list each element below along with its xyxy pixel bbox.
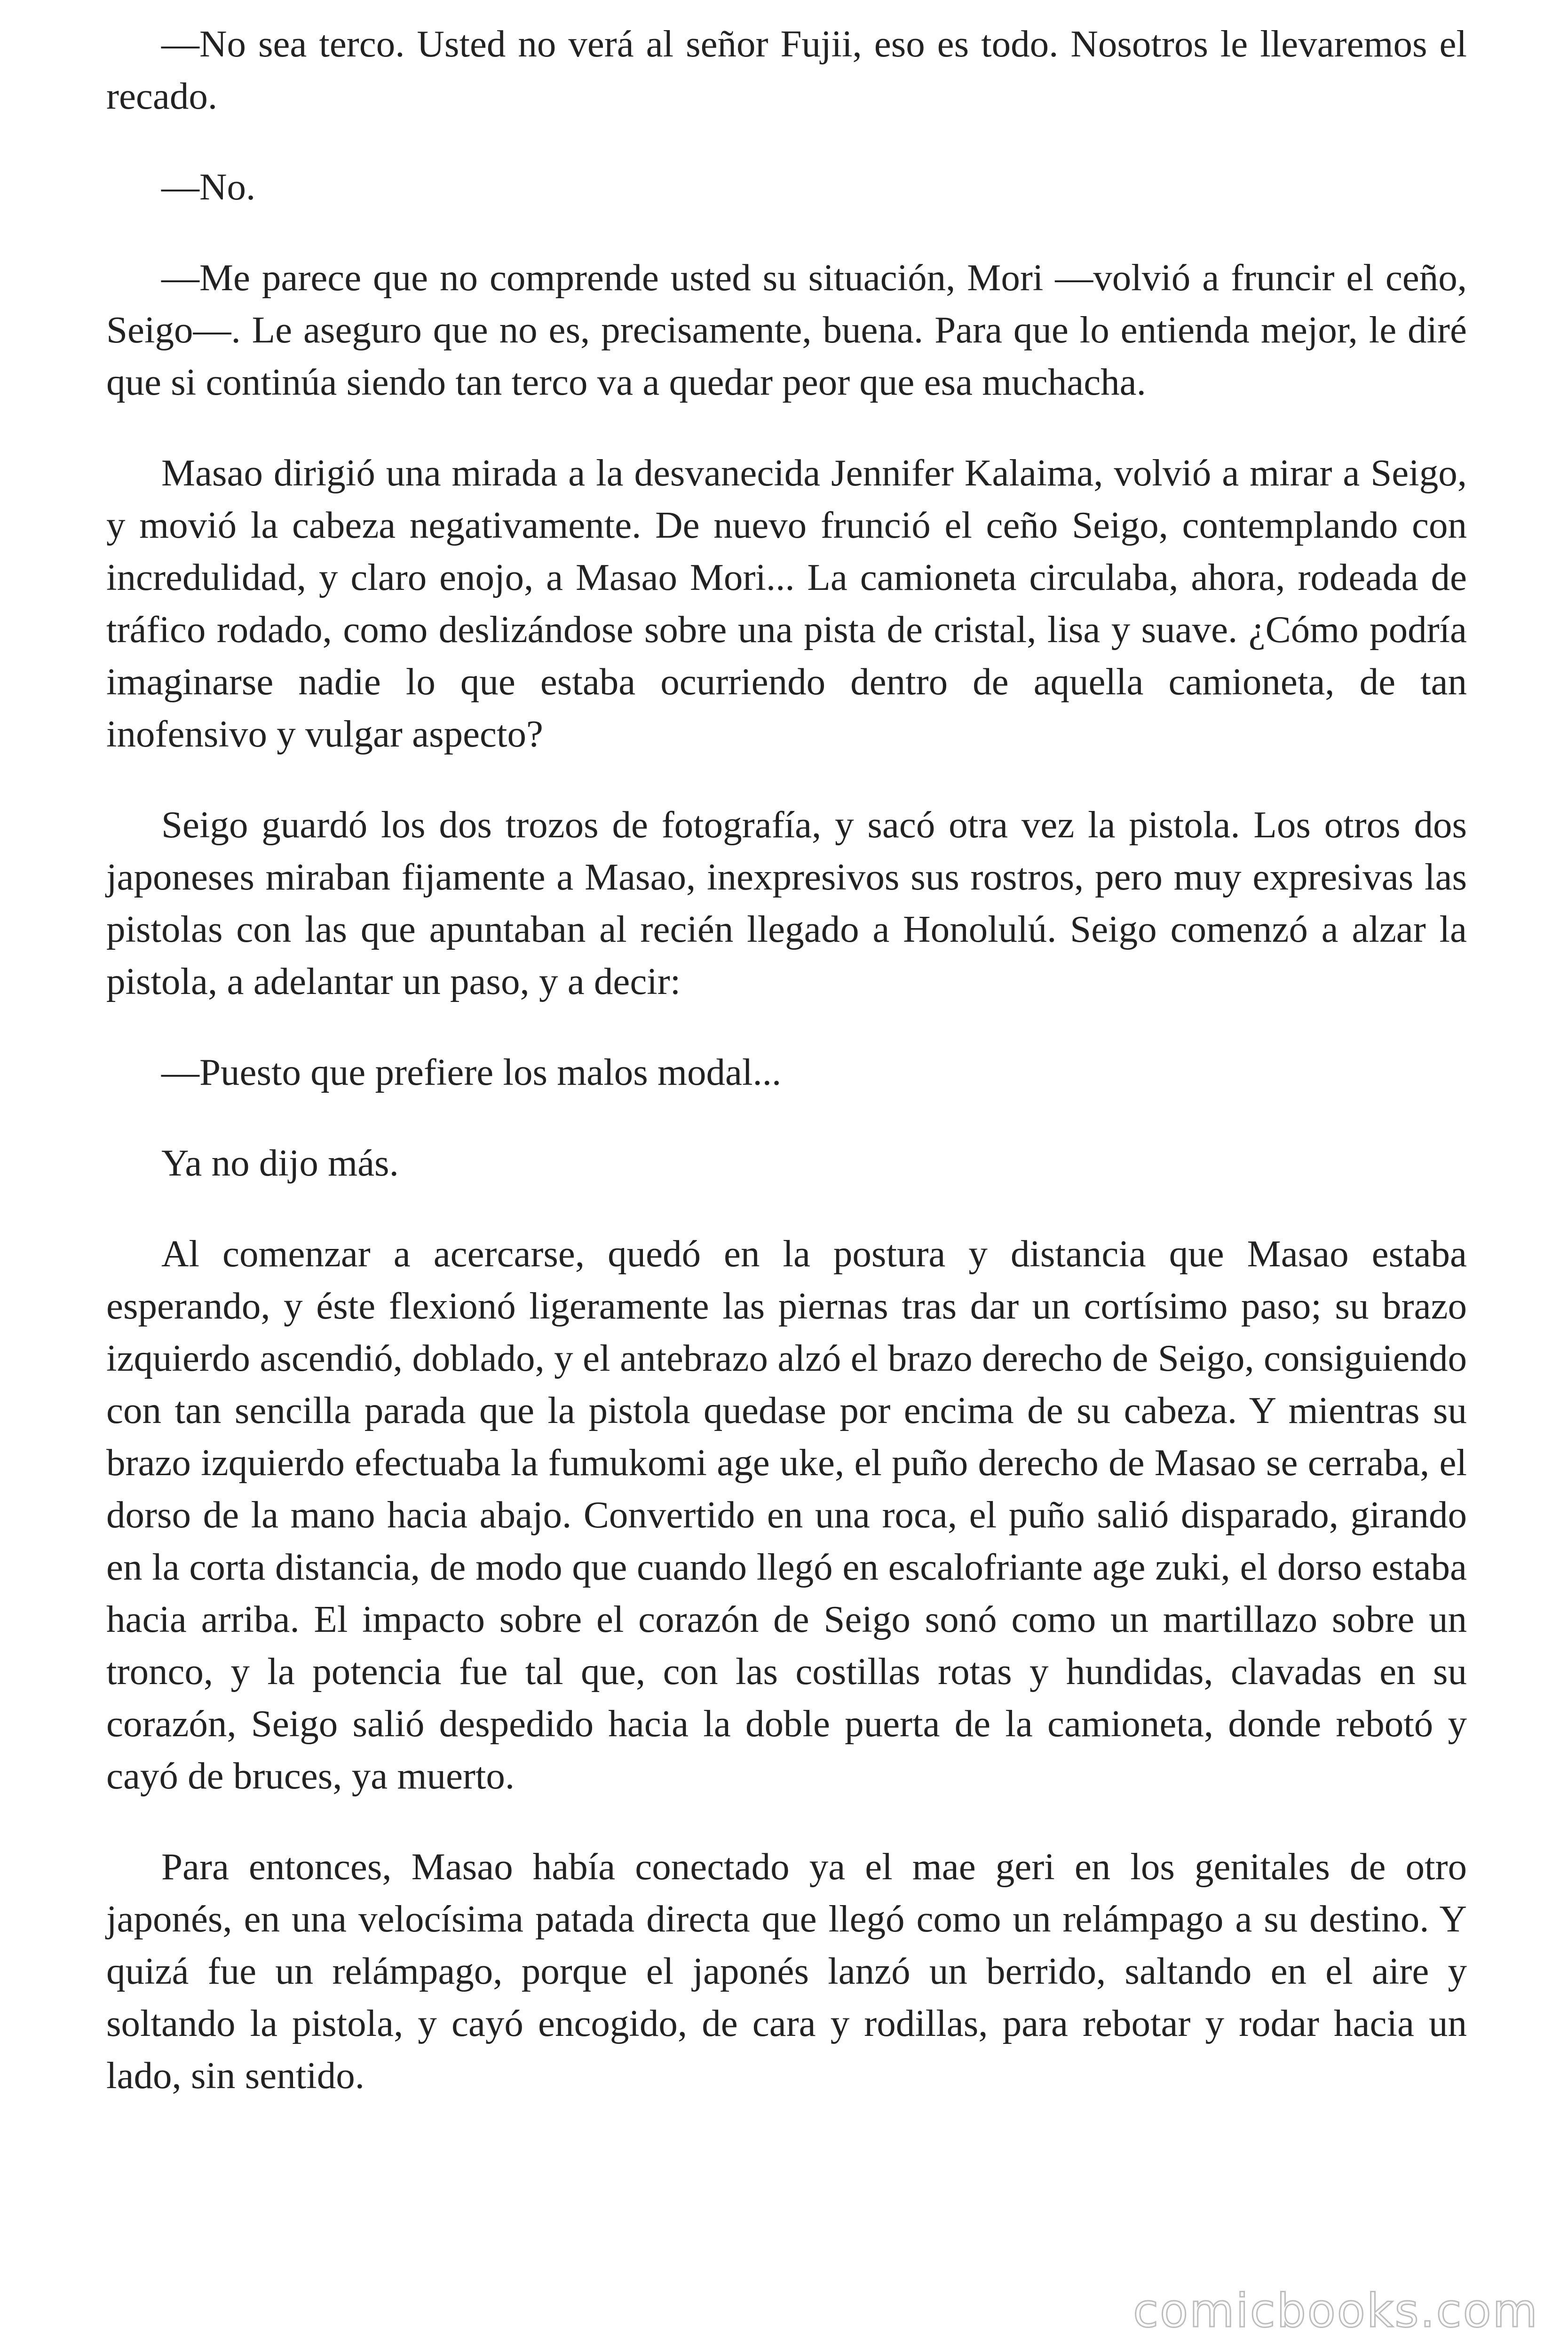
paragraph-8: Al comenzar a acercarse, quedó en la postura y distancia que Masao estaba esperando, y éste flexionó ligeramente las piernas tras dar un cortísimo paso; su brazo izquierdo ascendió, doblado, y el antebrazo alzó el brazo derecho de Seigo, consiguiendo con tan sencilla parada que la pistola quedase por encima de su cabeza. Y mientras su brazo izquierdo efectuaba la fumukomi age uke, el puño derecho de Masao se cerraba, el dorso de la mano hacia abajo. Convertido en una roca, el puño salió disparado, girando en la corta distancia, de modo que cuando llegó en escalofriante age zuki, el dorso estaba hacia arriba. El impacto sobre el corazón de Seigo sonó como un martillazo sobre un tronco, y la potencia fue tal que, con las costillas rotas y hundidas, clavadas en su corazón, Seigo salió despedido hacia la doble puerta de la camioneta, donde rebotó y cayó de bruces, ya muerto. (106, 1232, 1467, 1797)
paragraph-6: —Puesto que prefiere los malos modal... (161, 1051, 782, 1093)
paragraph-1: —No sea terco. Usted no verá al señor Fujii, eso es todo. Nosotros le llevaremos el recado. (106, 23, 1467, 117)
watermark: comicbooks.com (1133, 2284, 1539, 2338)
paragraph-7: Ya no dijo más. (161, 1142, 399, 1184)
paragraph-3: —Me parece que no comprende usted su situación, Mori —volvió a fruncir el ceño, Seigo—. Le aseguro que no es, precisamente, buena. Para que lo entienda mejor, le diré que si continúa siendo tan terco va a quedar peor que esa muchacha. (106, 256, 1467, 403)
paragraph-2: —No. (161, 166, 256, 208)
paragraph-9: Para entonces, Masao había conectado ya el mae geri en los genitales de otro japonés, en una velocísima patada directa que llegó como un relámpago a su destino. Y quizá fue un relámpago, porque el japonés lanzó un berrido, saltando en el aire y soltando la pistola, y cayó encogido, de cara y rodillas, para rebotar y rodar hacia un lado, sin sentido. (106, 1845, 1467, 2097)
paragraph-4: Masao dirigió una mirada a la desvanecida Jennifer Kalaima, volvió a mirar a Seigo, y movió la cabeza negativamente. De nuevo frunció el ceño Seigo, contemplando con incredulidad, y claro enojo, a Masao Mori... La camioneta circulaba, ahora, rodeada de tráfico rodado, como deslizándose sobre una pista de cristal, lisa y suave. ¿Cómo podría imaginarse nadie lo que estaba ocurriendo dentro de aquella camioneta, de tan inofensivo y vulgar aspecto? (106, 452, 1467, 755)
body-text (106, 18, 1467, 2102)
paragraph-5: Seigo guardó los dos trozos de fotografía, y sacó otra vez la pistola. Los otros dos japoneses miraban fijamente a Masao, inexpresivos sus rostros, pero muy expresivas las pistolas con las que apuntaban al recién llegado a Honolulú. Seigo comenzó a alzar la pistola, a adelantar un paso, y a decir: (106, 803, 1467, 1002)
